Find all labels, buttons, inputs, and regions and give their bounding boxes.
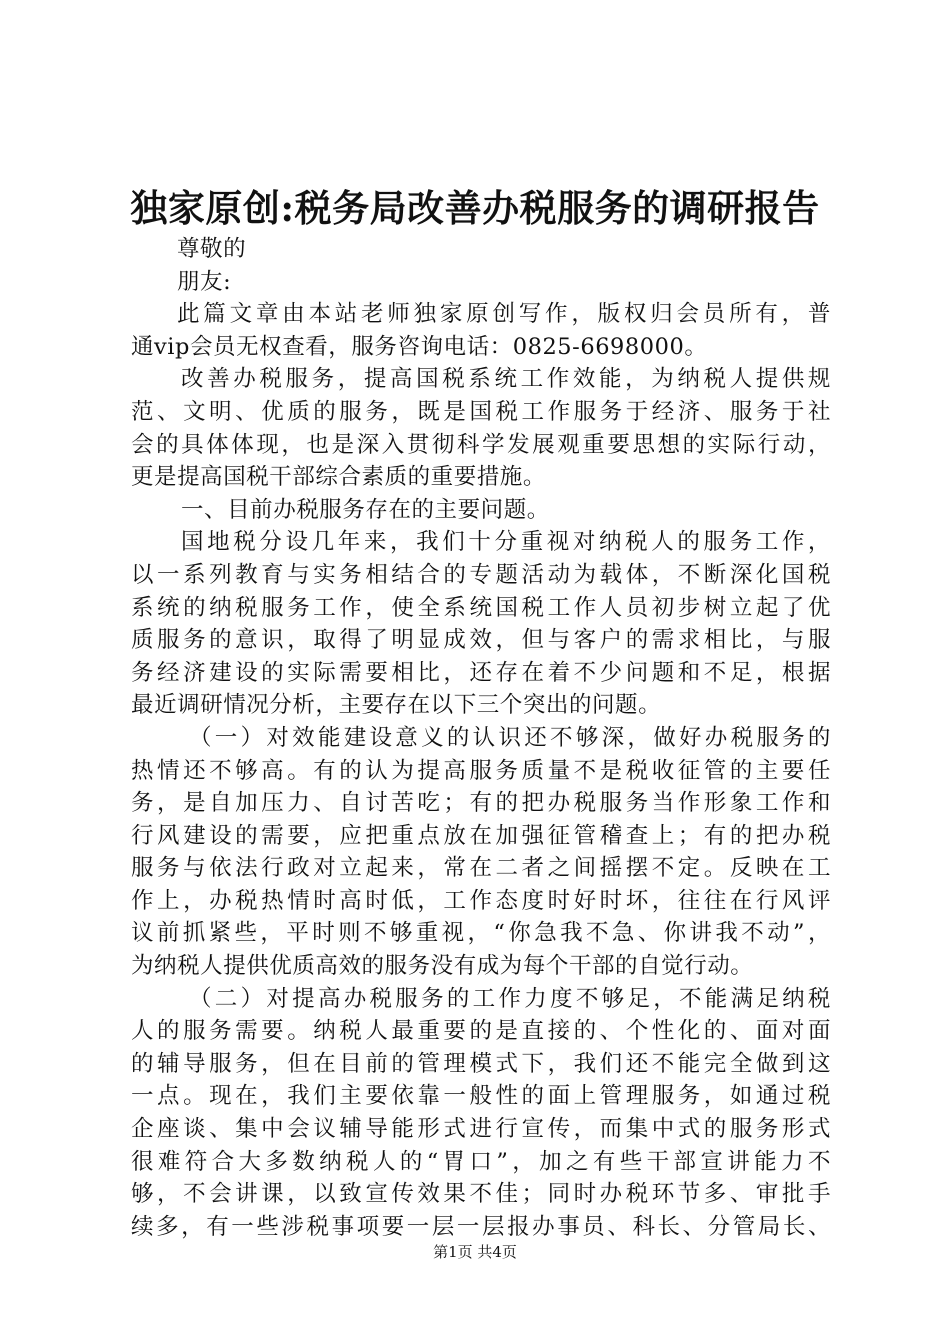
text-line: 改善办税服务，提高国税系统工作效能，为纳税人提供规 (181, 366, 831, 393)
text-line: 尊敬的 (177, 236, 247, 262)
text-line: 一、目前办税服务存在的主要问题。 (181, 496, 550, 523)
text-line: 国地税分设几年来，我们十分重视对纳税人的服务工作， (181, 529, 831, 556)
text-line: 为纳税人提供优质高效的服务没有成为每个干部的自觉行动。 (131, 953, 754, 980)
text-line: 热情还不够高。有的认为提高服务质量不是税收征管的主要任 (131, 757, 831, 784)
text-line: 质服务的意识，取得了明显成效，但与客户的需求相比，与服 (131, 627, 831, 654)
text-line: 朋友: (177, 268, 232, 295)
text-line: （一）对效能建设意义的认识还不够深，做好办税服务的 (189, 724, 831, 751)
text-line: 一点。现在，我们主要依靠一般性的面上管理服务，如通过税 (131, 1083, 831, 1110)
text-line: 企座谈、集中会议辅导能形式进行宣传，而集中式的服务形式 (131, 1116, 831, 1143)
text-line: 行风建设的需要，应把重点放在加强征管稽查上；有的把办税 (131, 822, 831, 849)
text-line: （二）对提高办税服务的工作力度不够足，不能满足纳税 (189, 985, 831, 1012)
document-title: 独家原创:税务局改善办税服务的调研报告 (130, 186, 820, 230)
text-line: 通vip会员无权查看，服务咨询电话：0825-6698000。 (131, 333, 708, 360)
text-line: 会的具体体现，也是深入贯彻科学发展观重要思想的实际行动， (131, 431, 831, 458)
text-line: 够，不会讲课，以致宣传效果不佳；同时办税环节多、审批手 (131, 1181, 831, 1208)
text-line: 作上，办税热情时高时低，工作态度时好时坏，往往在行风评 (131, 887, 831, 914)
text-line: 务，是自加压力、自讨苦吃；有的把办税服务当作形象工作和 (131, 790, 831, 817)
page-footer: 第1页 共4页 (433, 1243, 517, 1261)
text-line: 服务与依法行政对立起来，常在二者之间摇摆不定。反映在工 (131, 855, 831, 882)
text-line: 以一系列教育与实务相结合的专题活动为载体，不断深化国税 (131, 561, 831, 588)
text-line: 更是提高国税干部综合素质的重要措施。 (131, 464, 546, 491)
text-line: 议前抓紧些，平时则不够重视，“你急我不急、你讲我不动”， (131, 920, 831, 947)
document-body (131, 233, 831, 1243)
text-line: 范、文明、优质的服务，既是国税工作服务于经济、服务于社 (131, 398, 831, 425)
text-line: 很难符合大多数纳税人的“胃口”，加之有些干部宣讲能力不 (131, 1148, 831, 1175)
text-line: 系统的纳税服务工作，使全系统国税工作人员初步树立起了优 (131, 594, 831, 621)
text-line: 务经济建设的实际需要相比，还存在着不少问题和不足，根据 (131, 659, 831, 686)
text-line: 续多，有一些涉税事项要一层一层报办事员、科长、分管局长、 (131, 1213, 831, 1240)
text-line: 此篇文章由本站老师独家原创写作，版权归会员所有，普 (177, 301, 831, 328)
text-line: 的辅导服务，但在目前的管理模式下，我们还不能完全做到这 (131, 1050, 831, 1077)
text-line: 人的服务需要。纳税人最重要的是直接的、个性化的、面对面 (131, 1018, 831, 1045)
text-line: 最近调研情况分析，主要存在以下三个突出的问题。 (131, 692, 662, 719)
